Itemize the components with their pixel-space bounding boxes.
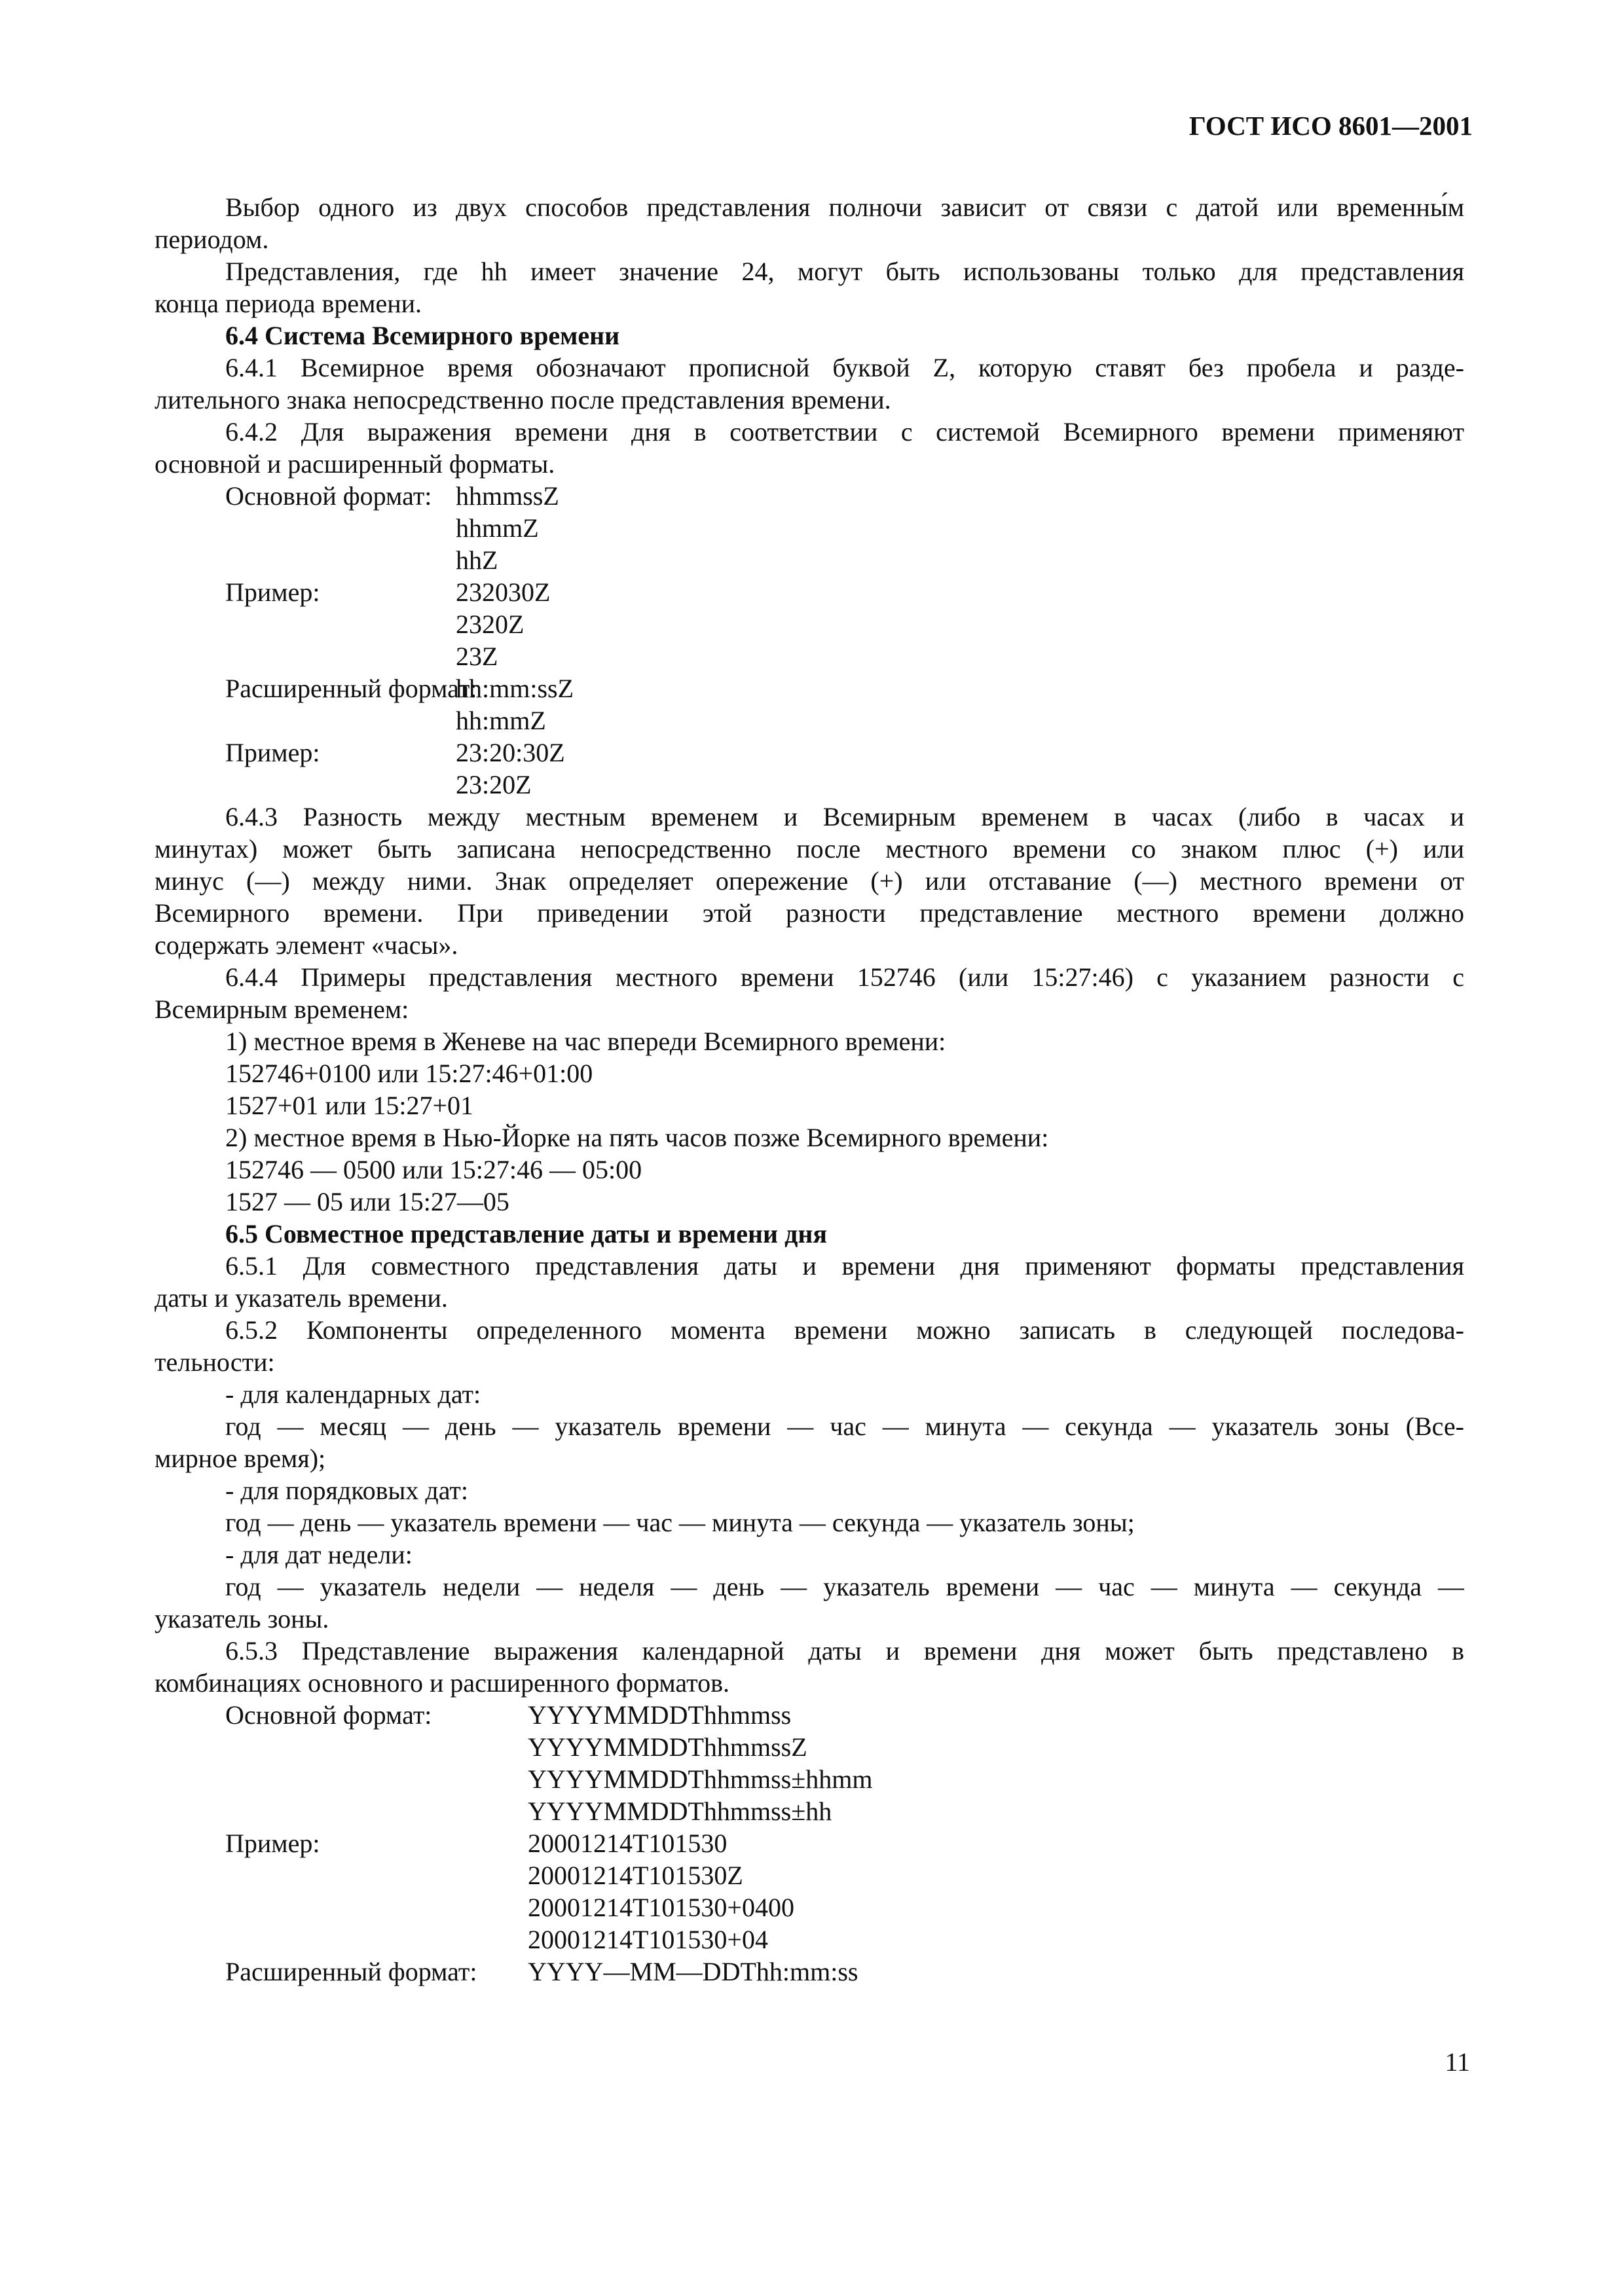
format-value: YYYYMMDDThhmmssZ	[528, 1732, 807, 1762]
text-line: минутах) может быть записана непосредственно после местного времени со знаком плюс (+) или	[155, 834, 1464, 864]
format-value: hh:mm:ssZ	[456, 674, 574, 703]
text-line: 1527 — 05 или 15:27—05	[225, 1187, 509, 1216]
text-line: лительного знака непосредственно после представления времени.	[155, 385, 891, 414]
format-row	[155, 1795, 1464, 1827]
text-line: конца периода времени.	[155, 289, 422, 318]
text-line: мирное время);	[155, 1444, 326, 1473]
format-row	[155, 512, 1464, 544]
format-row	[155, 672, 1464, 704]
format-value: 23:20Z	[456, 770, 532, 799]
format-row	[155, 769, 1464, 801]
text-line: 1) местное время в Женеве на час впереди Всемирного времени:	[225, 1027, 946, 1056]
text-line: 6.4.4 Примеры представления местного времени 152746 (или 15:27:46) с указанием разности с	[225, 962, 1464, 992]
section-heading: 6.4 Система Всемирного времени	[225, 321, 620, 350]
text-line: содержать элемент «часы».	[155, 930, 458, 960]
section-heading: 6.5 Совместное представление даты и времени дня	[225, 1219, 828, 1248]
format-label: Основной формат:	[225, 1700, 432, 1730]
text-line: 1527+01 или 15:27+01	[225, 1091, 474, 1120]
format-label	[155, 1923, 528, 1956]
format-value: hhmmssZ	[456, 481, 559, 511]
text-line: 6.4.1 Всемирное время обозначают прописной буквой Z, которую ставят без пробела и разде-	[225, 353, 1464, 382]
text-line: указатель зоны.	[155, 1604, 329, 1633]
text-line: Всемирным временем:	[155, 994, 409, 1024]
text-line: комбинациях основного и расширенного форматов.	[155, 1668, 729, 1698]
text-line: - для дат недели:	[225, 1540, 413, 1569]
format-label	[155, 704, 456, 737]
format-row	[155, 1763, 1464, 1795]
text-line: год — указатель недели — неделя — день — указатель времени — час — минута — секунда —	[225, 1572, 1464, 1601]
format-label	[155, 544, 456, 576]
format-value: hhmmZ	[456, 513, 539, 543]
format-value: YYYYMMDDThhmmss	[528, 1700, 792, 1730]
format-label: Пример:	[225, 577, 320, 607]
format-label: Пример:	[225, 1829, 320, 1858]
format-value: YYYYMMDDThhmmss±hh	[528, 1796, 832, 1826]
format-label: Расширенный формат:	[225, 674, 477, 703]
format-row	[155, 640, 1464, 672]
format-row	[155, 576, 1464, 608]
format-value: 20001214T101530+0400	[528, 1893, 794, 1922]
text-line: Представления, где hh имеет значение 24, могут быть использованы только для представления	[225, 257, 1464, 286]
format-value: 23Z	[456, 642, 498, 671]
format-row	[155, 1891, 1464, 1923]
text-line: 6.5.2 Компоненты определенного момента времени можно записать в следующей последова-	[225, 1315, 1464, 1345]
format-value: hhZ	[456, 545, 498, 575]
format-label	[155, 608, 456, 640]
format-label	[155, 1891, 528, 1923]
text-line: 6.4.3 Разность между местным временем и Всемирным временем в часах (либо в часах и	[225, 802, 1464, 831]
format-label	[155, 640, 456, 672]
text-line: год — день — указатель времени — час — минута — секунда — указатель зоны;	[225, 1508, 1135, 1537]
format-row	[155, 1699, 1464, 1731]
format-row	[155, 1827, 1464, 1859]
format-label: Пример:	[225, 738, 320, 767]
text-line: минус (—) между ними. Знак определяет опережение (+) или отставание (—) местного времени от	[155, 866, 1464, 896]
text-line: основной и расширенный форматы.	[155, 449, 555, 479]
text-line: 152746+0100 или 15:27:46+01:00	[225, 1059, 593, 1088]
format-row	[155, 1956, 1464, 1988]
text-line: даты и указатель времени.	[155, 1283, 448, 1313]
standard-header: ГОСТ ИСО 8601—2001	[1189, 111, 1473, 141]
document-body	[155, 191, 1464, 1988]
page-number: 11	[1445, 2047, 1470, 2077]
format-label	[155, 512, 456, 544]
text-line: 2) местное время в Нью-Йорке на пять часов позже Всемирного времени:	[225, 1123, 1049, 1152]
format-row	[155, 544, 1464, 576]
text-line: Выбор одного из двух способов представления полночи зависит от связи с датой или временны́м	[225, 192, 1464, 222]
format-value: 2320Z	[456, 610, 525, 639]
format-label	[155, 769, 456, 801]
text-line: 6.5.1 Для совместного представления даты и времени дня применяют форматы представления	[225, 1251, 1464, 1281]
format-value: YYYYMMDDThhmmss±hhmm	[528, 1764, 873, 1794]
format-value: 20001214T101530+04	[528, 1925, 768, 1954]
format-value: hh:mmZ	[456, 706, 546, 735]
text-line: Всемирного времени. При приведении этой разности представление местного времени должно	[155, 898, 1464, 928]
format-label	[155, 1859, 528, 1891]
text-line: 6.4.2 Для выражения времени дня в соответствии с системой Всемирного времени применяют	[225, 417, 1464, 446]
format-row	[155, 480, 1464, 512]
format-row	[155, 737, 1464, 769]
format-value: 23:20:30Z	[456, 738, 565, 767]
format-value: 232030Z	[456, 577, 551, 607]
text-line: периодом.	[155, 225, 269, 254]
text-line: 152746 — 0500 или 15:27:46 — 05:00	[225, 1155, 642, 1184]
format-label	[155, 1763, 528, 1795]
format-label: Основной формат:	[225, 481, 432, 511]
format-row	[155, 608, 1464, 640]
format-label	[155, 1731, 528, 1763]
format-value: 20001214T101530Z	[528, 1861, 743, 1890]
text-line: тельности:	[155, 1347, 275, 1377]
format-row	[155, 704, 1464, 737]
format-row	[155, 1923, 1464, 1956]
format-label	[155, 1795, 528, 1827]
format-label: Расширенный формат:	[225, 1957, 477, 1986]
format-row	[155, 1731, 1464, 1763]
format-row	[155, 1859, 1464, 1891]
text-line: 6.5.3 Представление выражения календарной даты и времени дня может быть представлено в	[225, 1636, 1464, 1666]
format-value: YYYY—MM—DDThh:mm:ss	[528, 1957, 858, 1986]
text-line: - для календарных дат:	[225, 1379, 481, 1409]
text-line: год — месяц — день — указатель времени — час — минута — секунда — указатель зоны (Все-	[225, 1412, 1464, 1441]
text-line: - для порядковых дат:	[225, 1476, 469, 1505]
format-value: 20001214T101530	[528, 1829, 728, 1858]
